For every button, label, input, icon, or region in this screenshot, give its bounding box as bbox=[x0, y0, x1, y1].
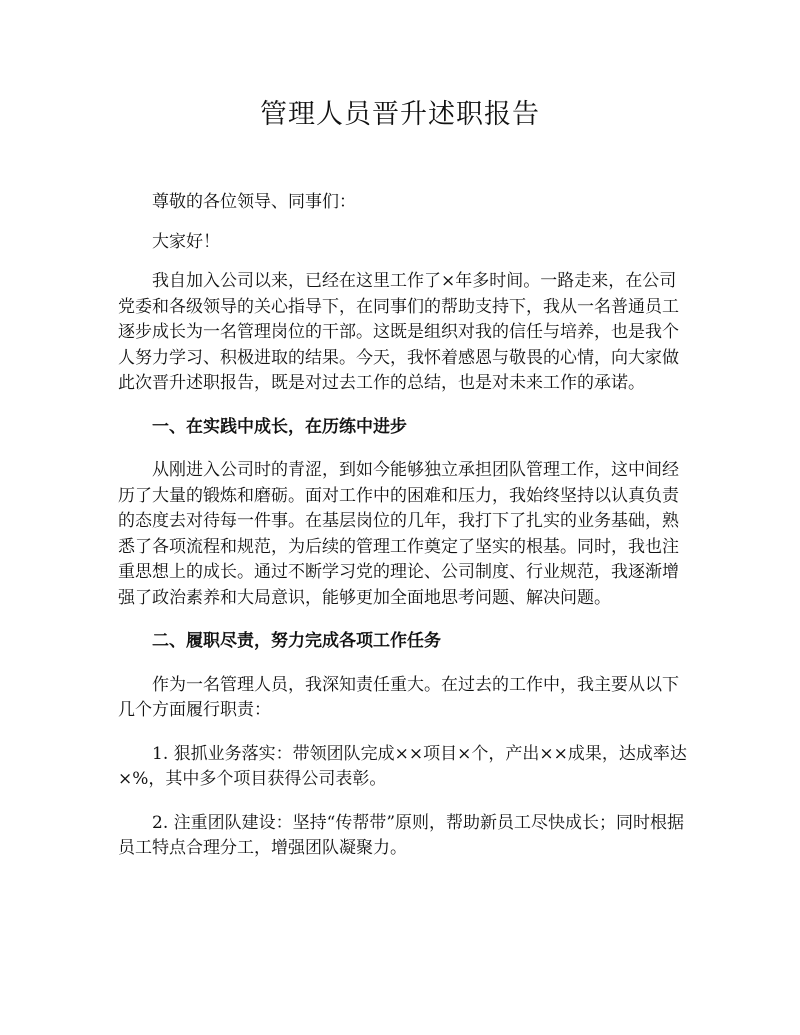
greeting: 大家好！ bbox=[152, 231, 220, 252]
list-item: 2. 注重团队建设：坚持“传帮带”原则，帮助新员工尽快成长；同时根据员工特点合理分工，增强团队凝聚力。 bbox=[118, 812, 685, 858]
section-2-paragraph: 作为一名管理人员，我深知责任重大。在过去的工作中，我主要从以下几个方面履行职责： bbox=[118, 674, 679, 720]
document-body bbox=[118, 190, 690, 862]
section-2-heading: 二、履职尽责，努力完成各项工作任务 bbox=[152, 631, 441, 651]
salutation: 尊敬的各位领导、同事们： bbox=[152, 192, 356, 212]
list-item: 1. 狠抓业务落实：带领团队完成××项目×个，产出××成果，达成率达×%，其中多个项目获得公司表彰。 bbox=[118, 743, 687, 789]
intro-paragraph: 我自加入公司以来，已经在这里工作了×年多时间。一路走来，在公司党委和各级领导的关心指导下，在同事们的帮助支持下，我从一名普通员工逐步成长为一名管理岗位的干部。这既是组织对我的信任与培养，也是我个人努力学习、积极进取的结果。今天，我怀着感恩与敬畏的心情，向大家做此次晋升述职报告，既是对过去工作的总结，也是对未来工作的承诺。 bbox=[118, 271, 679, 393]
section-1-heading: 一、在实践中成长，在历练中进步 bbox=[152, 416, 407, 437]
document-title: 管理人员晋升述职报告 bbox=[260, 99, 540, 130]
section-1-paragraph: 从刚进入公司时的青涩，到如今能够独立承担团队管理工作，这中间经历了大量的锻炼和磨砺。面对工作中的困难和压力，我始终坚持以认真负责的态度去对待每一件事。在基层岗位的几年，我打下了扎实的业务基础，熟悉了各项流程和规范，为后续的管理工作奠定了坚实的根基。同时，我也注重思想上的成长。通过不断学习党的理论、公司制度、行业规范，我逐渐增强了政治素养和大局意识，能够更加全面地思考问题、解决问题。 bbox=[118, 460, 679, 608]
